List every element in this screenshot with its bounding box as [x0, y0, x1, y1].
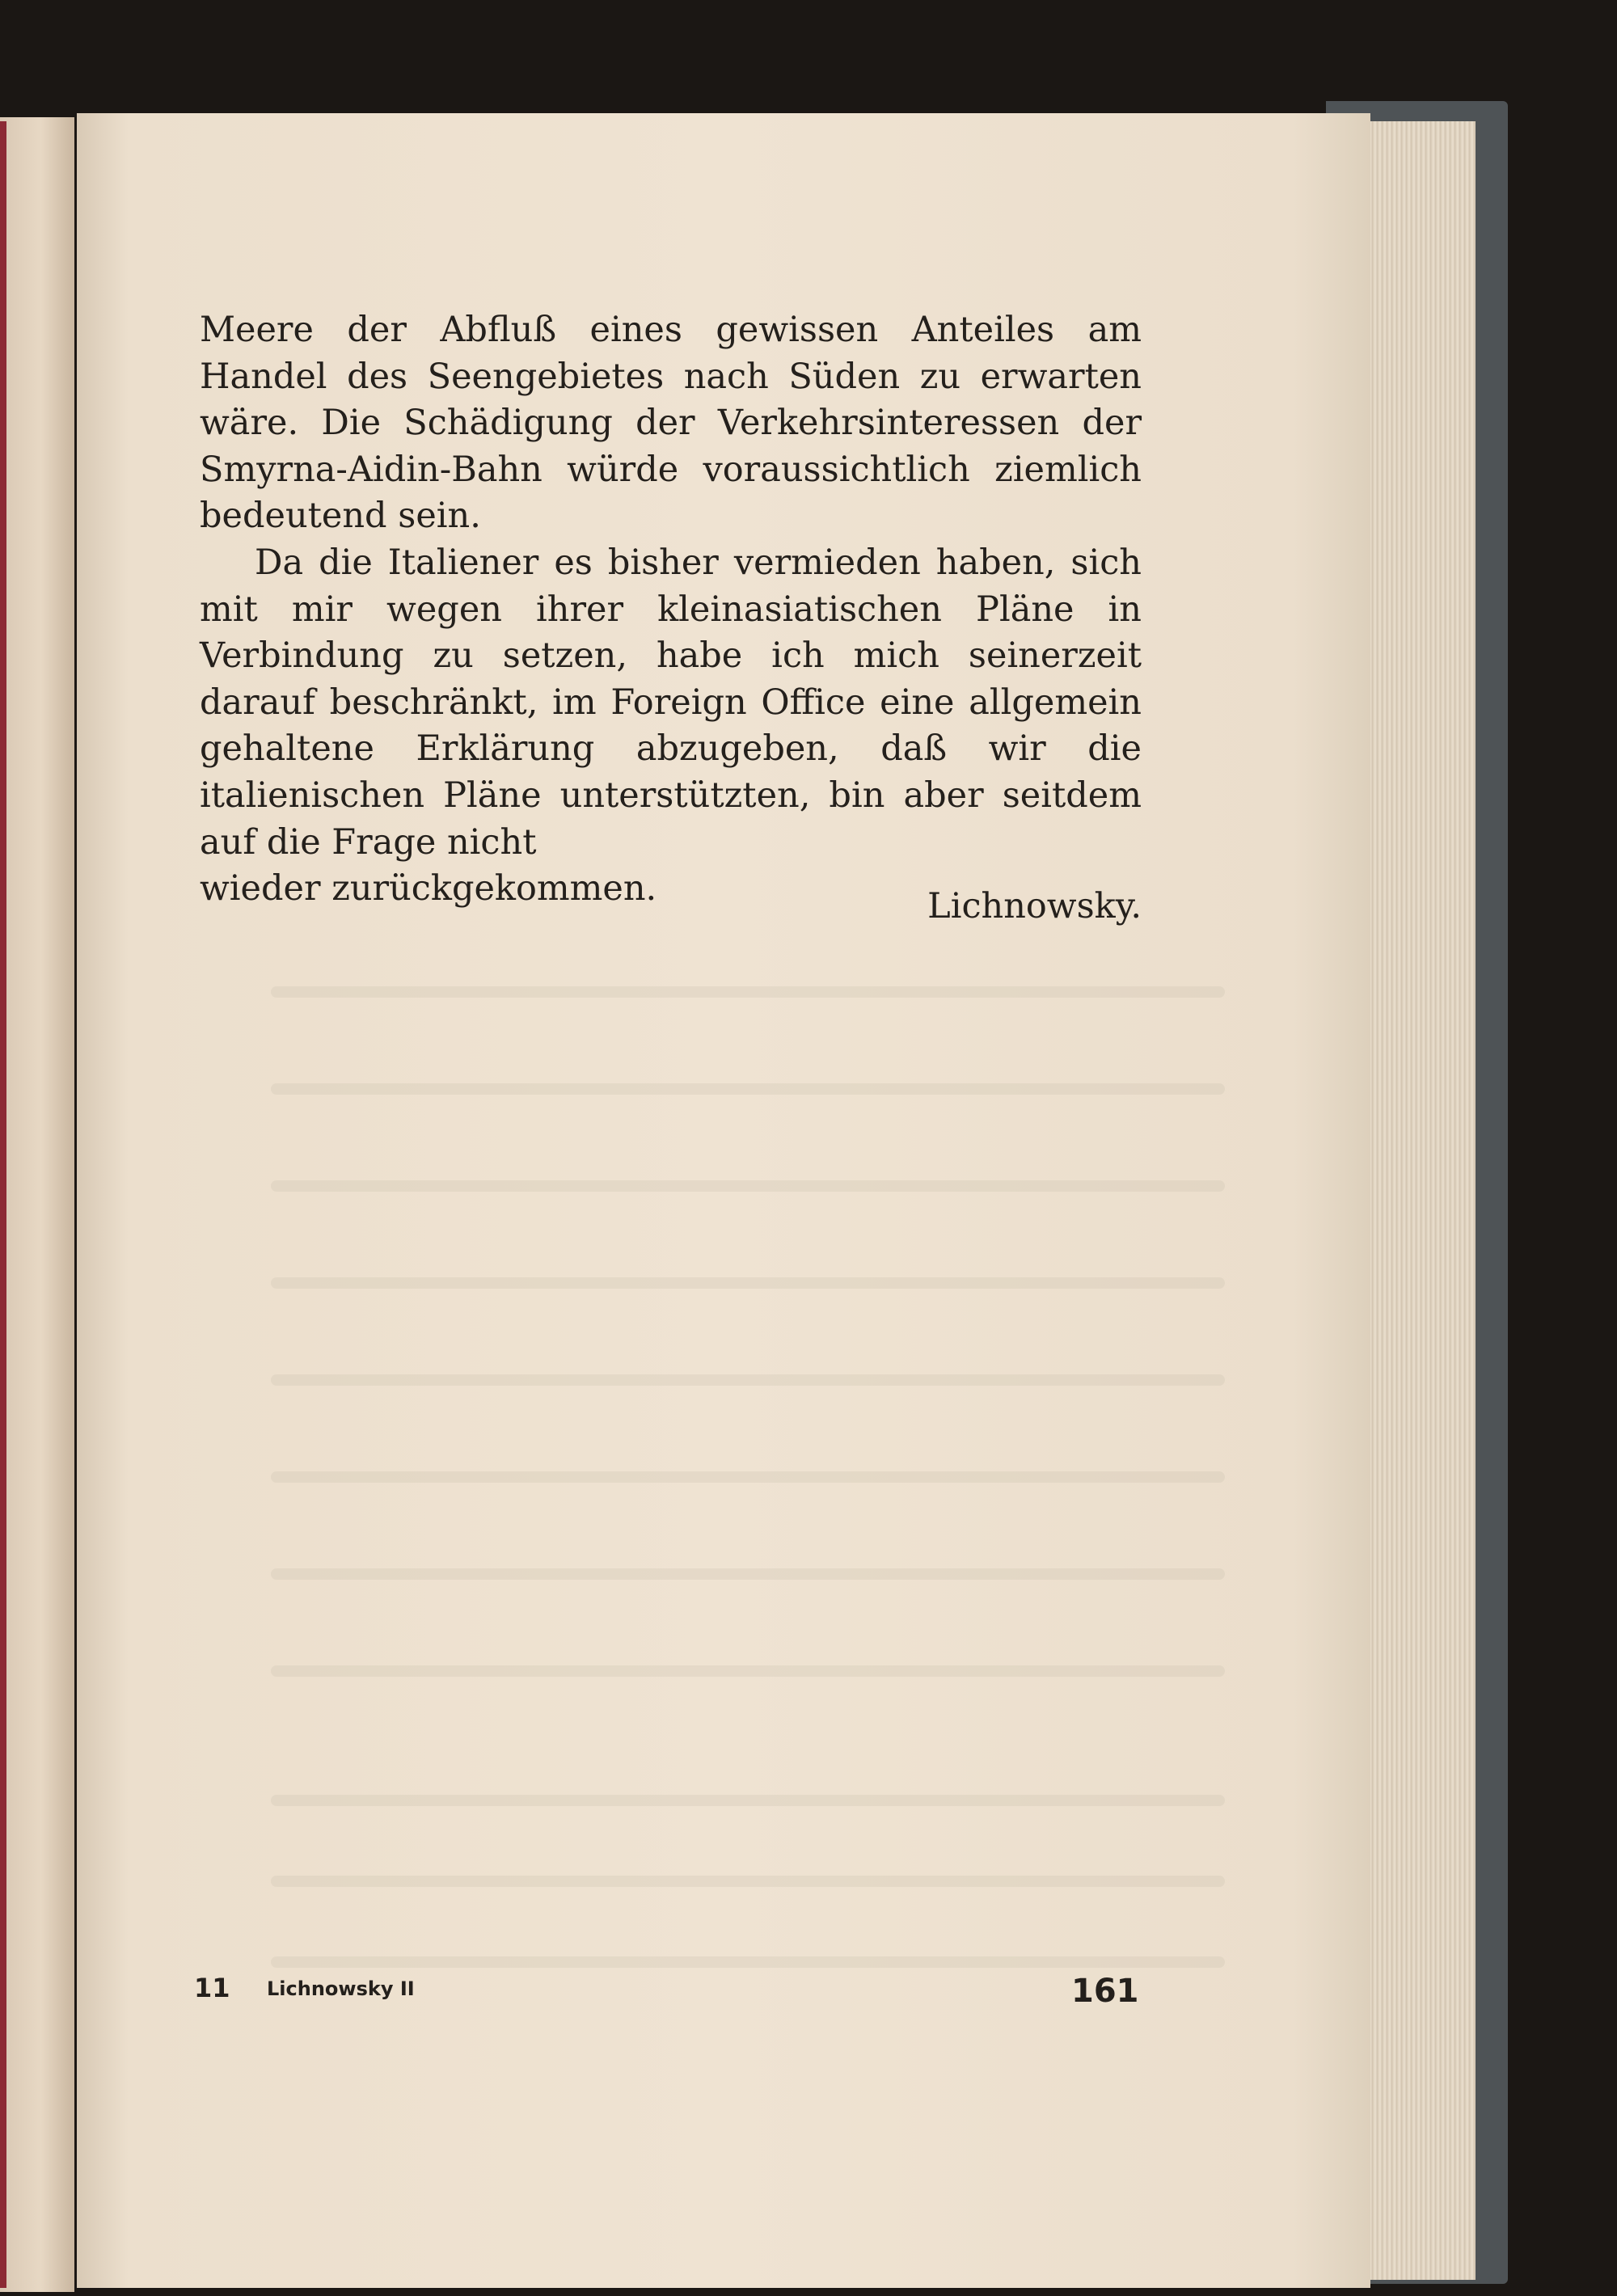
bleed-through — [271, 1876, 1225, 1887]
bleed-through — [271, 1568, 1225, 1580]
previous-page-edge — [0, 117, 74, 2292]
closing-text: wieder zurückgekommen. — [200, 868, 657, 910]
bleed-through — [271, 1956, 1225, 1968]
bleed-through — [271, 1083, 1225, 1095]
paragraph: Da die Italiener es bisher vermieden haben, sich mit mir wegen ihrer kleinasiatischen Pläne in Verbindung zu setzen, habe ich mich seinerzeit darauf beschränkt, im Foreign Office eine allgemein gehaltene Erklärung abzugeben, daß wir die italienischen Pläne unterstützten, bin aber seitdem auf die Frage nicht — [200, 542, 1142, 863]
page-stack-edge — [1358, 121, 1476, 2280]
body-text — [200, 307, 1142, 931]
signature-mark: Lichnowsky II — [267, 1977, 415, 2000]
bleed-through — [271, 1471, 1225, 1483]
bleed-through — [271, 1665, 1225, 1677]
sheet-number: 11 — [194, 1973, 230, 2003]
paragraph: Meere der Abfluß eines gewissen Anteiles am Handel des Seengebietes nach Süden zu erwarten wäre. Die Schädigung der Verkehrsinteressen der Smyrna-Aidin-Bahn würde voraussichtlich ziemlich bedeutend sein. — [200, 310, 1142, 537]
closing-line — [200, 866, 1142, 931]
binding-edge — [0, 121, 6, 2288]
bleed-through — [271, 1374, 1225, 1386]
bleed-through — [271, 986, 1225, 998]
page-number: 161 — [1071, 1973, 1139, 2010]
bleed-through — [271, 1180, 1225, 1192]
bleed-through — [271, 1795, 1225, 1806]
bleed-through — [271, 1277, 1225, 1289]
signature: Lichnowsky. — [927, 886, 1142, 927]
